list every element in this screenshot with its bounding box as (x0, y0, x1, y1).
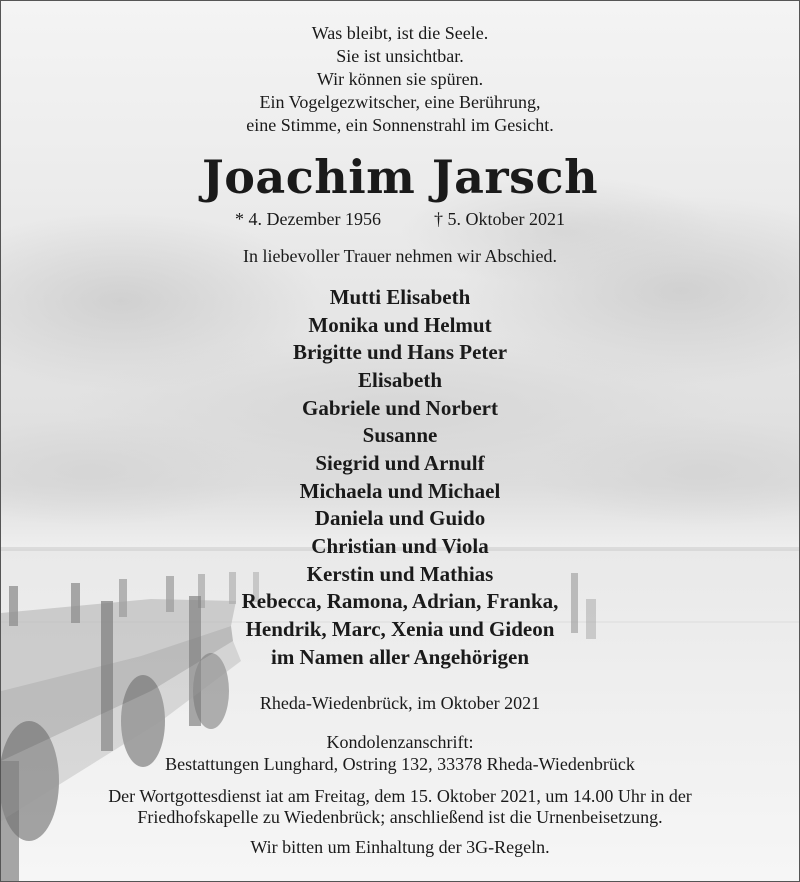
poem-line: Ein Vogelgezwitscher, eine Berührung, (259, 92, 541, 112)
mourner-line: Elisabeth (357, 368, 443, 392)
poem-line: eine Stimme, ein Sonnenstrahl im Gesicht. (246, 115, 554, 135)
mourner-line: Susanne (362, 423, 438, 447)
mourner-line: Rebecca, Ramona, Adrian, Franka, (241, 589, 559, 613)
mourner-line: Gabriele und Norbert (302, 396, 498, 420)
birth-date: * 4. Dezember 1956 (235, 209, 381, 229)
mourner-line: Daniela und Guido (314, 506, 486, 530)
condolence-address: Bestattungen Lunghard, Ostring 132, 33378 Rheda-Wiedenbrück (165, 754, 635, 774)
mourner-line: Christian und Viola (311, 534, 489, 558)
condolence-label: Kondolenzanschrift: (326, 732, 474, 752)
service-line: Der Wortgottesdienst iat am Freitag, dem 15. Oktober 2021, um 14.00 Uhr in der (108, 786, 692, 806)
mourner-line: Mutti Elisabeth (329, 285, 471, 309)
hygiene-notice: Wir bitten um Einhaltung der 3G-Regeln. (250, 837, 550, 857)
deceased-name: Joachim Jarsch (201, 150, 599, 204)
place-date: Rheda-Wiedenbrück, im Oktober 2021 (259, 693, 541, 713)
mourner-line: Monika und Helmut (308, 313, 492, 337)
death-date: † 5. Oktober 2021 (433, 209, 565, 229)
poem-line: Was bleibt, ist die Seele. (311, 23, 489, 43)
mourner-line: im Namen aller Angehörigen (270, 645, 529, 669)
mourner-line: Hendrik, Marc, Xenia und Gideon (245, 617, 555, 641)
poem-line: Wir können sie spüren. (316, 69, 484, 89)
farewell-line: In liebevoller Trauer nehmen wir Abschied. (243, 246, 557, 266)
mourner-line: Siegrid und Arnulf (315, 451, 485, 475)
mourner-line: Kerstin und Mathias (306, 562, 494, 586)
mourner-line: Michaela und Michael (299, 479, 501, 503)
poem-line: Sie ist unsichtbar. (336, 46, 464, 66)
mourner-line: Brigitte und Hans Peter (292, 340, 508, 364)
service-line: Friedhofskapelle zu Wiedenbrück; anschließend ist die Urnenbeisetzung. (137, 807, 663, 827)
life-dates (1, 209, 799, 230)
notice-text (1, 1, 799, 881)
